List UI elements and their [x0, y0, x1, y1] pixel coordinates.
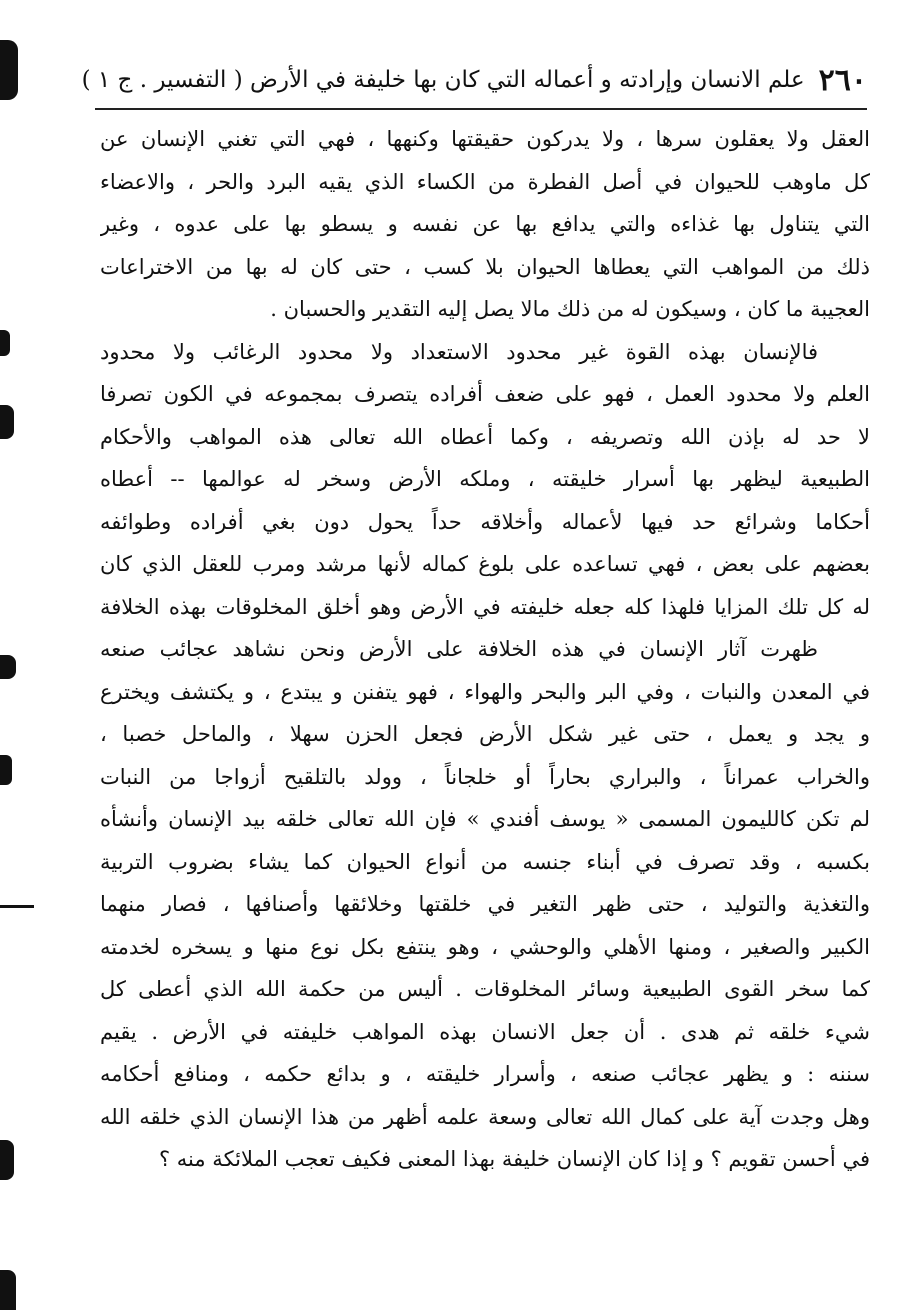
text-line: الكبير والصغير ، ومنها الأهلي والوحشي ، وهو ينتفع بكل نوع منها و يسخره لخدمته	[100, 934, 870, 959]
header-rule	[95, 108, 867, 110]
scan-edge-mark	[0, 1140, 14, 1180]
text-line: كما سخر القوى الطبيعية وسائر المخلوقات . أليس من حكمة الله الذي أعطى كل	[100, 977, 870, 1001]
text-line: بكسبه ، وقد تصرف في أبناء جنسه من أنواع الحيوان كما يشاء بضروب التربية	[100, 849, 870, 874]
text-line: سننه : و يظهر عجائب صنعه ، وأسرار خليقته ، و بدائع حكمه ، ومنافع أحكامه	[100, 1062, 870, 1086]
scan-edge-mark	[0, 405, 14, 439]
text-line: بعضهم على بعض ، فهي تساعده على بلوغ كماله لأنها مرشد ومرب للعقل الذي كان	[100, 552, 870, 576]
paragraph-start-line: ظهرت آثار الإنسان في هذه الخلافة على الأرض ونحن نشاهد عجائب صنعه	[100, 637, 818, 661]
text-line: والخراب عمراناً ، والبراري بحاراً أو خلجاناً ، وولد بالتلقيح أزواجا من النبات	[100, 764, 870, 789]
scan-edge-mark	[0, 905, 34, 908]
text-line: و يجد و يعمل ، حتى غير شكل الأرض فجعل الحزن سهلا ، والماحل خصبا ،	[100, 722, 870, 746]
text-line: وهل وجدت آية على كمال الله تعالى وسعة علمه أظهر من هذا الإنسان الذي خلقه الله	[100, 1104, 870, 1129]
text-line: والتغذية والتوليد ، حتى ظهر التغير في خلقتها وخلائقها وأصنافها ، فصار منهما	[100, 892, 870, 916]
text-line: في أحسن تقويم ؟ و إذا كان الإنسان خليفة بهذا المعنى فكيف تعجب الملائكة منه ؟	[158, 1147, 870, 1171]
text-line: لا حد له بإذن الله وتصريفه ، وكما أعطاه الله تعالى هذه المواهب والأحكام	[100, 424, 870, 449]
text-line: العلم ولا محدود العمل ، فهو على ضعف أفراده يتصرف بمجموعه في الكون تصرفا	[100, 382, 870, 406]
text-line: العجيبة ما كان ، وسيكون له من ذلك مالا يصل إليه التقدير والحسبان .	[270, 297, 870, 321]
scan-edge-mark	[0, 655, 16, 679]
text-line: في المعدن والنبات ، وفي البر والبحر والهواء ، فهو يتفنن و يبتدع ، و يكتشف ويخترع	[100, 679, 870, 704]
text-line: الطبيعية ليظهر بها أسرار خليقته ، وملكه الأرض وسخر له عوالمها -- أعطاه	[100, 467, 870, 491]
text-line: التي يتناول بها غذاءه والتي يدافع بها عن نفسه و يسطو بها على عدوه ، وغير	[100, 212, 870, 236]
running-title: علم الانسان وإرادته و أعماله التي كان بها خليفة في الأرض ( التفسير . ج ١ )	[81, 67, 805, 93]
paragraph-start-line: فالإنسان بهذه القوة غير محدود الاستعداد ولا محدود الرغائب ولا محدود	[100, 339, 818, 364]
scan-edge-mark	[0, 1270, 16, 1310]
page-number: ٢٦٠	[818, 62, 867, 98]
scan-edge-mark	[0, 40, 18, 100]
text-line: لم تكن كالليمون المسمى « يوسف أفندي » فإن الله تعالى خلقه بيد الإنسان وأنشأه	[100, 807, 870, 831]
text-line: أحكاما وشرائع حد فيها لأعماله وأخلاقه حداً يحول دون بغي أفراده وطوائفه	[100, 509, 870, 534]
text-line: شيء خلقه ثم هدى . أن جعل الانسان بهذه المواهب خليفته في الأرض . يقيم	[100, 1019, 870, 1044]
body-text	[100, 118, 870, 1181]
text-line: العقل ولا يعقلون سرها ، ولا يدركون حقيقتها وكنهها ، فهي التي تغني الإنسان عن	[100, 127, 870, 151]
scan-edge-mark	[0, 755, 12, 785]
scan-edge-mark	[0, 330, 10, 356]
text-line: كل ماوهب للحيوان في أصل الفطرة من الكساء الذي يقيه البرد والحر ، والاعضاء	[100, 169, 870, 194]
page-header	[81, 60, 867, 100]
text-line: ذلك من المواهب التي يعطاها الحيوان بلا كسب ، حتى كان له بها من الاختراعات	[100, 254, 870, 279]
text-line: له كل تلك المزايا فلهذا كله جعله خليفته في الأرض وهو أخلق المخلوقات بهذه الخلافة	[100, 594, 870, 619]
